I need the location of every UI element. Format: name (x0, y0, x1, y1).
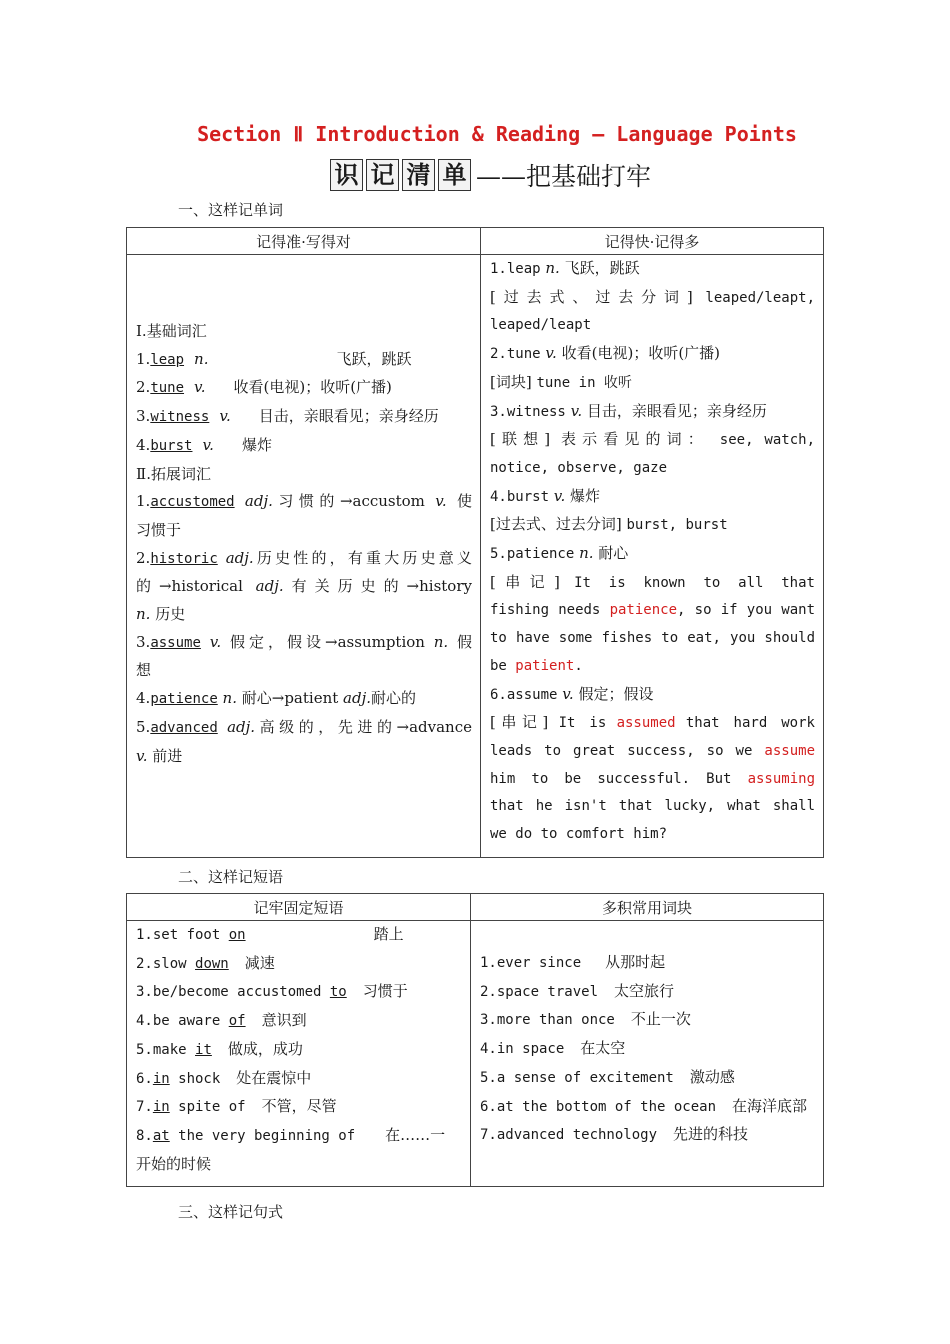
text-fragment: 习惯于 (362, 982, 408, 1001)
text-fragment: leads to great success, so we (490, 742, 753, 759)
phrases-left-cell (127, 921, 471, 1187)
list-item (136, 488, 472, 517)
text-fragment: [联想] (490, 430, 551, 449)
text-fragment: 假定，假设→assumption (229, 632, 425, 651)
note-line (490, 483, 815, 512)
list-item-cont (136, 601, 472, 629)
text-fragment: n. (222, 689, 237, 708)
list-item (136, 978, 462, 1007)
section-heading-words: 一、这样记单词 (178, 201, 284, 219)
phrases-right-cell (471, 921, 824, 1187)
group-heading: Ⅰ.基础词汇 (136, 322, 207, 340)
highlight-word: assume (764, 742, 815, 759)
text-fragment: accustomed (150, 494, 235, 511)
text-fragment: 2.tune (490, 346, 541, 363)
text-fragment: [过去式、过去分词] (490, 287, 693, 306)
text-fragment: 1. (136, 492, 151, 511)
text-fragment: v. (570, 401, 583, 420)
note-line (490, 511, 815, 540)
text-fragment: in (152, 1099, 170, 1116)
text-fragment: 7. (136, 1099, 153, 1116)
text-fragment: to (329, 984, 347, 1001)
text-fragment: 耐心 (598, 544, 629, 563)
text-fragment: assume (150, 634, 201, 651)
text-fragment: 习惯的→accustom (272, 492, 425, 511)
text-fragment: 有关历史的→history (283, 577, 472, 596)
text-fragment: n. (194, 349, 209, 368)
note-line (490, 426, 815, 455)
subtitle (330, 158, 651, 192)
list-item (480, 978, 815, 1007)
page-title: Section Ⅱ Introduction & Reading — Language Points (197, 122, 797, 146)
text-fragment: 激动感 (689, 1067, 735, 1086)
text-fragment: 4.in space (480, 1041, 565, 1058)
words-left-cell (127, 255, 481, 858)
text-fragment: 3. (136, 407, 151, 426)
text-fragment: be (490, 657, 507, 674)
subtitle-boxed-char: 识 (330, 159, 363, 191)
text-fragment: 2. (136, 378, 151, 397)
text-fragment: 8. (136, 1127, 153, 1144)
text-fragment: in (152, 1070, 170, 1087)
text-fragment: advanced (150, 719, 218, 736)
text-fragment: [串记] (490, 572, 560, 591)
list-item (136, 1065, 462, 1094)
note-line (490, 569, 815, 598)
highlight-word: patience (609, 602, 678, 619)
list-item-cont: 想 (136, 661, 152, 680)
text-fragment: it (195, 1041, 212, 1058)
note-line: leaped/leapt (490, 317, 592, 334)
text-fragment: 1.set foot (136, 927, 229, 943)
text-fragment: . (574, 657, 583, 674)
text-fragment: 在海洋底部 (732, 1096, 808, 1115)
text-fragment: 耐心的 (371, 689, 417, 708)
note-line: we do to comfort him? (490, 826, 668, 843)
text-fragment: v. (435, 492, 447, 511)
subtitle-boxed-char: 单 (438, 159, 471, 191)
table-header: 多积常用词块 (471, 894, 824, 921)
text-fragment: [过去式、过去分词] (490, 515, 622, 534)
list-item (136, 432, 472, 461)
text-fragment: 在……一 (385, 1125, 446, 1144)
text-fragment: 意识到 (261, 1011, 307, 1030)
list-item (136, 1007, 462, 1036)
note-line (490, 738, 815, 766)
text-fragment: adj. (227, 717, 256, 736)
text-fragment: 不管，尽管 (261, 1097, 337, 1116)
text-fragment: 不止一次 (630, 1010, 691, 1029)
text-fragment: 耐心→patient (241, 689, 339, 708)
text-fragment: historic (150, 550, 218, 567)
text-fragment: see, (719, 432, 754, 449)
list-item (136, 629, 472, 658)
text-fragment: 4.be aware (136, 1013, 229, 1030)
text-fragment: 爆炸 (241, 435, 272, 454)
text-fragment: 前进 (152, 746, 183, 765)
highlight-word: assuming (747, 770, 815, 787)
text-fragment: burst, burst (626, 517, 728, 534)
text-fragment: v. (194, 378, 206, 397)
list-item (136, 403, 472, 432)
text-fragment: 踏上 (373, 925, 404, 943)
section-heading-sentences: 三、这样记句式 (178, 1203, 284, 1221)
text-fragment: leaped/leapt, (705, 289, 815, 306)
words-table (126, 227, 824, 858)
text-fragment: 表示看见的词： (561, 430, 709, 449)
text-fragment: v. (202, 435, 214, 454)
text-fragment: patience (150, 691, 218, 708)
text-fragment: 3. (136, 632, 151, 651)
text-fragment: 4. (136, 689, 151, 708)
note-line (490, 255, 815, 284)
subtitle-boxed-char: 记 (366, 159, 399, 191)
text-fragment: 使 (456, 492, 472, 511)
text-fragment: 4. (136, 435, 151, 454)
text-fragment: v. (209, 632, 222, 651)
text-fragment: 6. (136, 1070, 153, 1087)
list-item (136, 1036, 462, 1065)
list-item-cont (136, 573, 472, 601)
text-fragment: the very beginning of (169, 1127, 356, 1144)
text-fragment: 在太空 (580, 1039, 626, 1058)
list-item (480, 1093, 815, 1122)
text-fragment: him to be successful. But (490, 770, 732, 787)
text-fragment: 6.assume (490, 686, 558, 703)
text-fragment: 3.witness (490, 403, 566, 420)
text-fragment: 2.space travel (480, 983, 599, 1000)
text-fragment: burst (150, 437, 193, 454)
text-fragment: 6.at the bottom of the ocean (480, 1098, 717, 1115)
text-fragment: 收看(电视)；收听(广播) (233, 378, 392, 397)
text-fragment: 7.advanced technology (480, 1127, 658, 1144)
note-line (490, 681, 815, 710)
text-fragment: spite of (169, 1099, 246, 1116)
list-item (136, 1093, 462, 1122)
text-fragment: [串记] (490, 713, 549, 732)
list-item-cont: 习惯于 (136, 520, 182, 539)
text-fragment: v. (545, 344, 557, 363)
text-fragment: 收看(电视)；收听(广播) (561, 344, 721, 363)
text-fragment: 历史 (155, 605, 186, 624)
text-fragment: shock (169, 1070, 221, 1087)
note-line: to have some fishes to eat, you should (490, 630, 815, 647)
text-fragment: adj. (255, 577, 284, 596)
text-fragment: that hard work (685, 715, 815, 732)
note-line (490, 709, 815, 738)
phrases-table (126, 893, 824, 1187)
text-fragment: n. (545, 259, 560, 277)
text-fragment: 1.ever since (480, 955, 582, 971)
text-fragment: of (228, 1013, 246, 1030)
subtitle-boxed-char: 清 (402, 159, 435, 191)
text-fragment: 1.leap (490, 261, 541, 277)
list-item (136, 685, 472, 714)
text-fragment: adj. (244, 492, 273, 511)
text-fragment: 5. (136, 717, 151, 736)
list-item (136, 921, 462, 950)
list-item (480, 1035, 815, 1064)
text-fragment: 的→historical (136, 577, 243, 596)
text-fragment: 爆炸 (570, 486, 601, 505)
text-fragment: v. (562, 684, 574, 703)
text-fragment: down (195, 955, 229, 972)
note-line: that he isn't that lucky, what shall (490, 798, 815, 815)
note-line (490, 340, 815, 369)
list-item (136, 374, 472, 403)
text-fragment: v. (219, 407, 231, 426)
text-fragment: n. (136, 605, 151, 624)
text-fragment: 假定；假设 (578, 684, 654, 703)
words-right-cell (481, 255, 824, 858)
note-line (490, 653, 815, 681)
text-fragment: n. (579, 544, 594, 563)
note-line: notice, observe, gaze (490, 459, 668, 476)
text-fragment: 飞跃，跳跃 (336, 349, 412, 368)
text-fragment: fishing needs (490, 602, 601, 619)
text-fragment: 从那时起 (605, 953, 666, 971)
note-line (490, 284, 815, 313)
list-item (136, 1122, 462, 1151)
list-item (480, 1121, 815, 1150)
text-fragment: v. (553, 486, 566, 505)
table-header: 记得快·记得多 (481, 228, 824, 255)
text-fragment: 减速 (244, 953, 275, 972)
list-item (480, 1006, 815, 1035)
note-line (490, 766, 815, 794)
text-fragment: 太空旅行 (614, 981, 675, 1000)
note-line (490, 369, 815, 398)
text-fragment: leap (150, 351, 185, 368)
text-fragment: 5.patience (490, 546, 575, 563)
subtitle-rest: ——把基础打牢 (476, 162, 652, 191)
text-fragment: 3.more than once (480, 1012, 615, 1029)
text-fragment: 假 (456, 632, 472, 651)
text-fragment: adj. (225, 548, 254, 567)
text-fragment: 目击，亲眼看见；亲身经历 (258, 407, 439, 426)
note-line (490, 540, 815, 569)
list-item (480, 1064, 815, 1093)
text-fragment: at (152, 1127, 170, 1144)
text-fragment: 飞跃，跳跃 (564, 259, 640, 277)
text-fragment: watch, (764, 432, 815, 449)
text-fragment: , so if you want (677, 602, 815, 619)
note-line (490, 597, 815, 625)
text-fragment: 做成，成功 (227, 1039, 303, 1058)
text-fragment: 1. (136, 349, 151, 368)
text-fragment: tune in 收听 (536, 374, 632, 391)
highlight-word: assumed (616, 715, 676, 732)
text-fragment: 2. (136, 548, 151, 567)
text-fragment: on (228, 927, 246, 943)
text-fragment: witness (150, 409, 210, 426)
text-fragment: tune (150, 380, 185, 397)
text-fragment: 高级的，先进的→advance (255, 717, 472, 736)
text-fragment: 4.burst (490, 488, 550, 505)
text-fragment: It is known to all that (574, 574, 815, 591)
text-fragment: 历史性的，有重大历史意义 (253, 548, 472, 567)
text-fragment: n. (433, 632, 449, 651)
list-item (136, 545, 472, 574)
table-header: 记得准·写得对 (127, 228, 481, 255)
list-item (136, 346, 472, 375)
text-fragment: 先进的科技 (673, 1125, 749, 1144)
note-line (490, 398, 815, 427)
text-fragment: 2.slow (136, 955, 196, 972)
list-item (480, 949, 815, 978)
section-heading-phrases: 二、这样记短语 (178, 868, 284, 886)
text-fragment: 3.be/become accustomed (136, 984, 330, 1001)
highlight-word: patient (515, 657, 575, 674)
group-heading: Ⅱ.拓展词汇 (136, 464, 211, 483)
text-fragment: 处在震惊中 (236, 1068, 312, 1087)
text-fragment: adj. (343, 689, 372, 708)
list-item (136, 950, 462, 979)
text-fragment: [词块] (490, 372, 532, 391)
text-fragment: 5.make (136, 1041, 196, 1058)
text-fragment: 目击，亲眼看见；亲身经历 (586, 401, 767, 420)
list-item-cont: 开始的时候 (136, 1154, 212, 1173)
table-header: 记牢固定短语 (127, 894, 471, 921)
text-fragment: v. (136, 746, 148, 765)
text-fragment: 5.a sense of excitement (480, 1069, 674, 1086)
list-item-cont (136, 743, 472, 771)
list-item (136, 714, 472, 743)
text-fragment: It is (558, 715, 607, 732)
